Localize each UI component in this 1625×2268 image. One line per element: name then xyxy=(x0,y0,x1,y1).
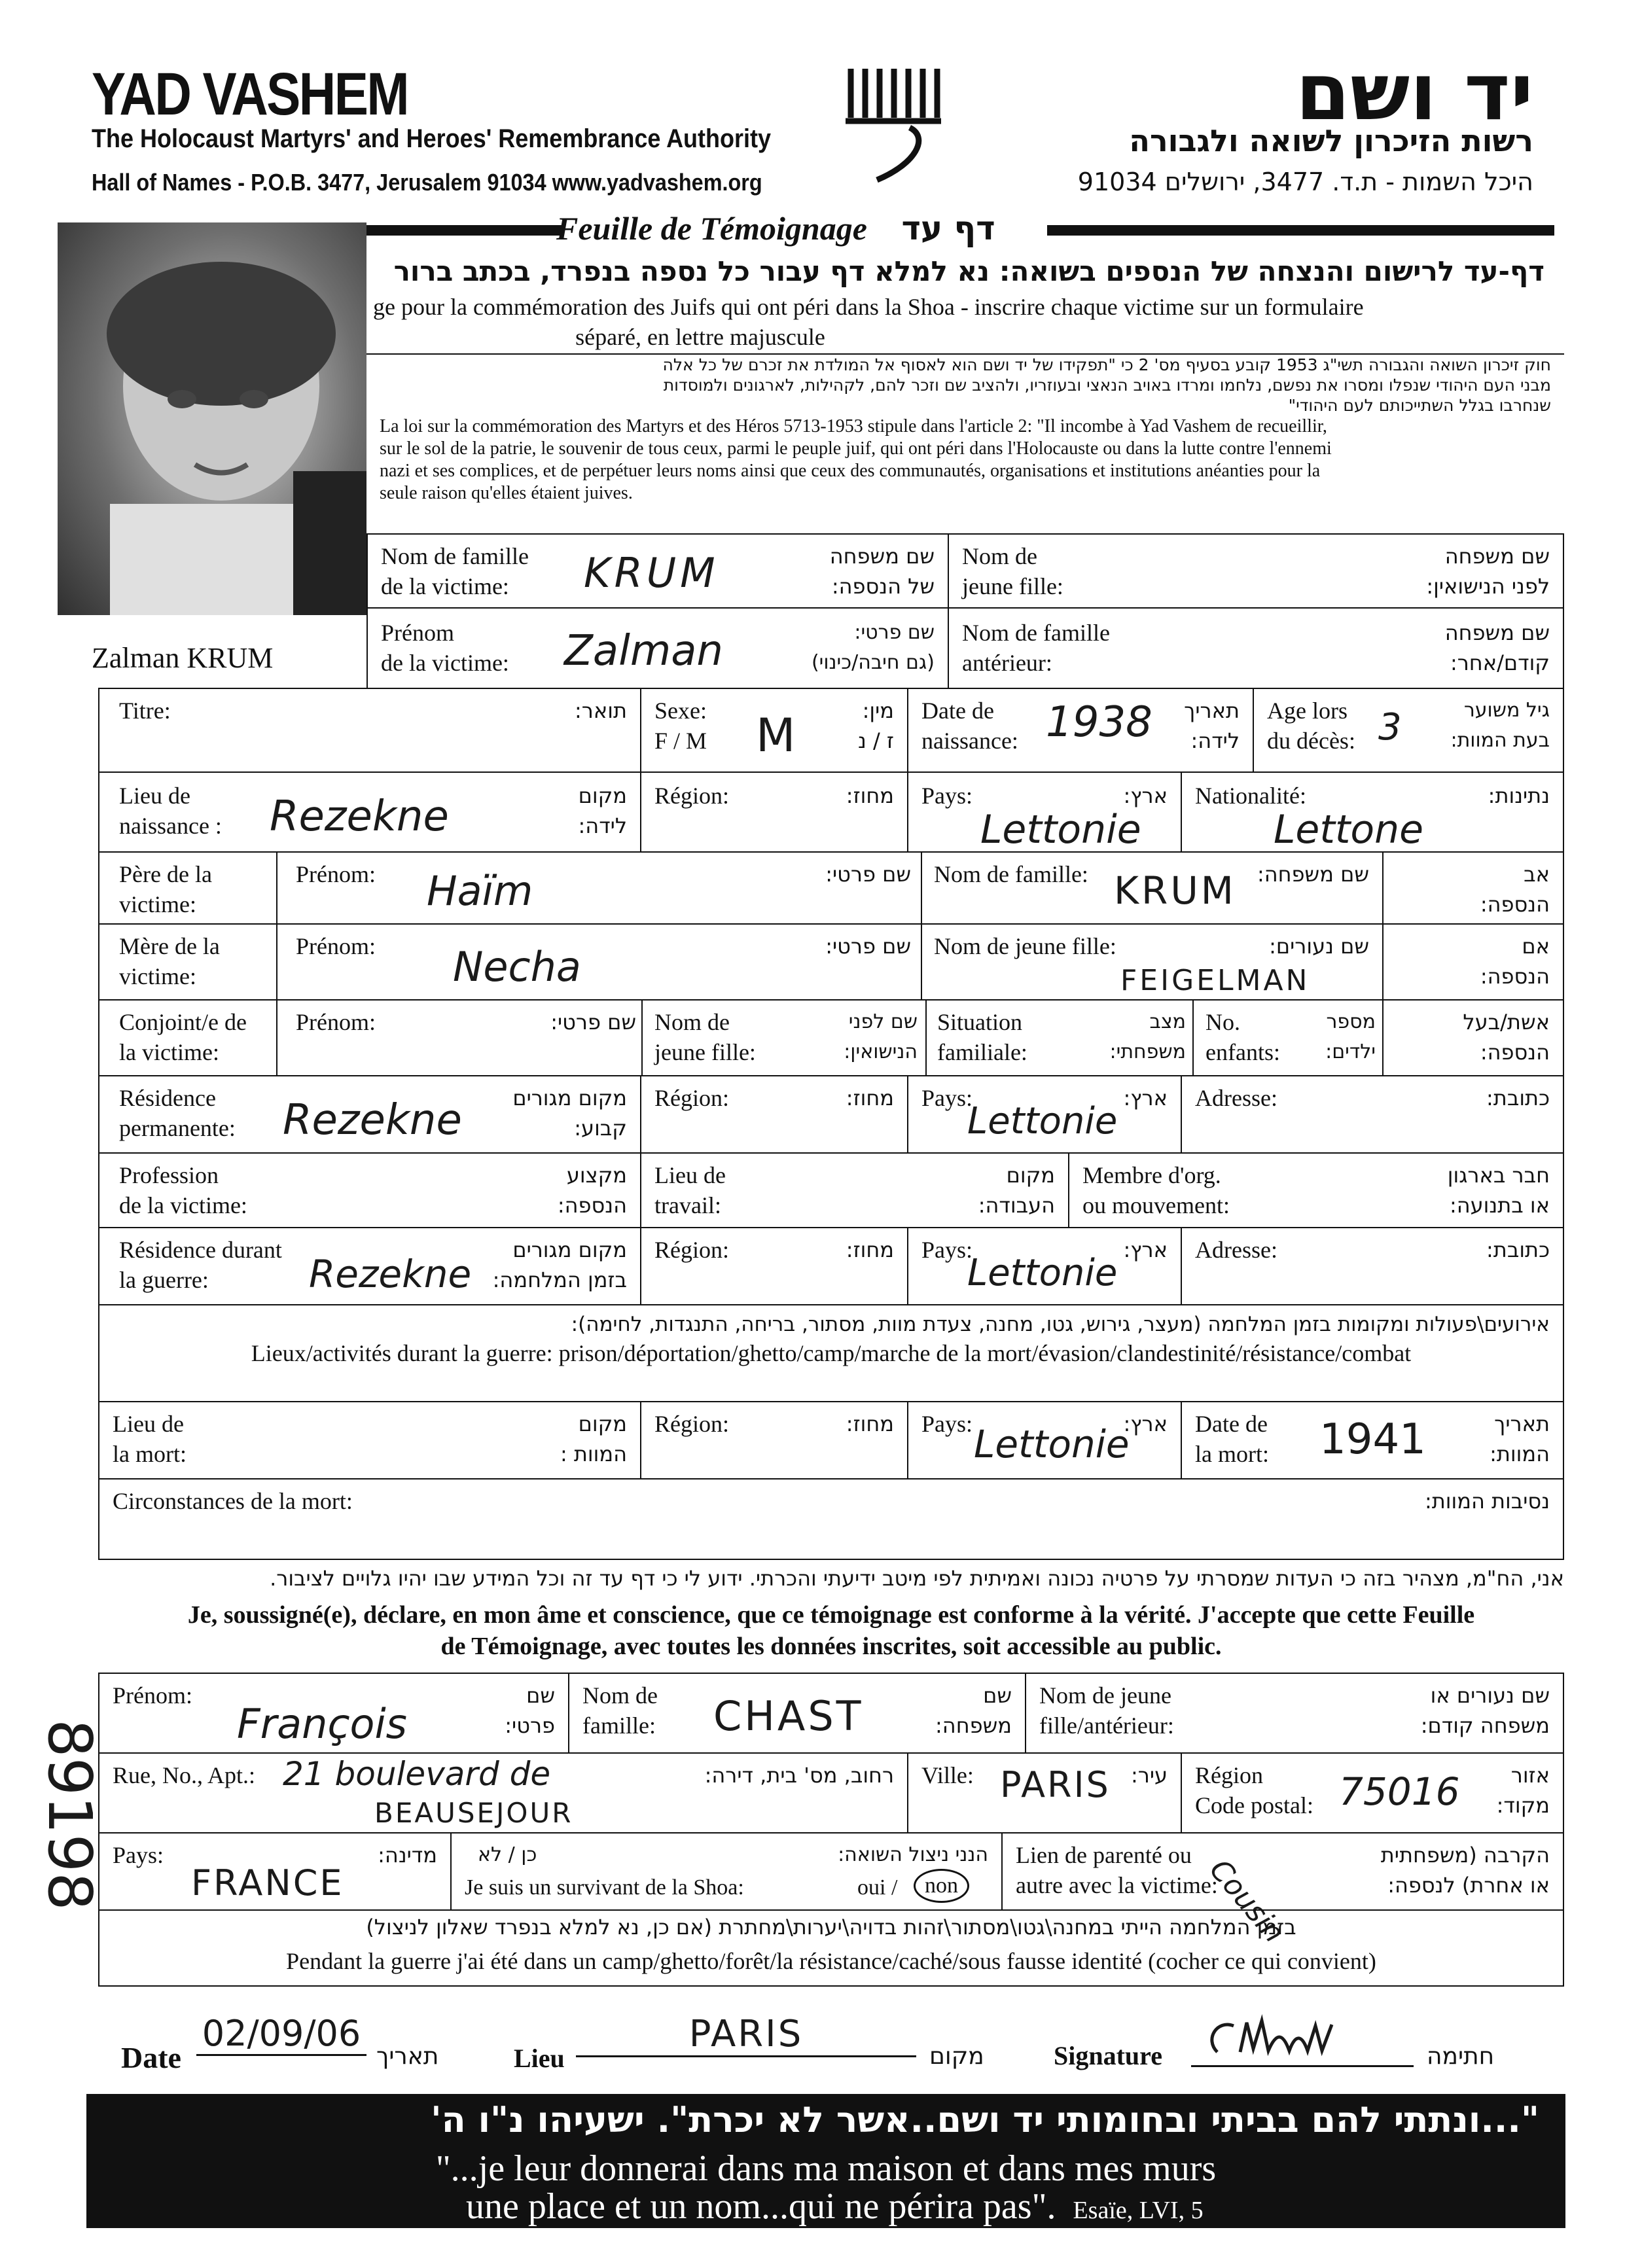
wartime-country-label-he: ארץ: xyxy=(1123,1237,1168,1262)
submitter-maiden-field[interactable] xyxy=(1025,1673,1564,1754)
victim-firstname-field[interactable] xyxy=(366,607,949,689)
mother-firstname-label-he: שם פרטי: xyxy=(825,934,911,959)
father-surname-label: Nom de famille: xyxy=(934,861,1088,887)
birth-country-label: Pays: xyxy=(921,783,973,809)
victim-firstname-label: Prénom de la victime: xyxy=(381,620,509,676)
victim-surname-value: KRUM xyxy=(584,549,719,597)
submitter-country-field[interactable] xyxy=(98,1832,452,1911)
mother-label: Mère de la victime: xyxy=(119,933,220,989)
form-title-fr: Feuille de Témoignage xyxy=(556,210,867,247)
org-name-he: יד ושם xyxy=(1295,47,1533,138)
victim-photo xyxy=(58,222,366,615)
declaration-fr-2: de Témoignage, avec toutes les données inscrites, soit accessible au public. xyxy=(440,1633,1222,1660)
death-date-label: Date de la mort: xyxy=(1195,1411,1269,1467)
form-title-he: דף עד xyxy=(901,209,995,247)
birth-date-label: Date de naissance: xyxy=(921,698,1018,754)
death-circumstances-label: Circonstances de la mort: xyxy=(113,1488,353,1514)
victim-firstname-label-he: שם פרטי: (גם חיבה/כינוי) xyxy=(811,621,935,674)
declaration-he: אני, הח"מ, מצהיר בזה כי העדות שמסרתי על פרטיה נכונה ואמיתית לפי מיטב ידיעתי והכרתי. ידוע לי כי דף עד זה וכל המידע שבו יהיו גלויים לציבור. xyxy=(270,1566,1564,1591)
wartime-residence-label: Résidence durant la guerre: xyxy=(119,1237,282,1293)
residence-country-label: Pays: xyxy=(921,1085,973,1111)
submitter-firstname-label-he: שם פרטי: xyxy=(505,1683,555,1738)
residence-value: Rezekne xyxy=(283,1096,462,1144)
wartime-residence-value: Rezekne xyxy=(309,1252,472,1296)
mother-maiden-value[interactable]: FEIGELMAN xyxy=(1120,964,1310,997)
divider xyxy=(1382,1001,1384,1075)
spouse-label-he: אשת/בעל הנספה: xyxy=(1463,1010,1550,1065)
org-subtitle-en: The Holocaust Martyrs' and Heroes' Remembrance Authority xyxy=(92,124,772,153)
stamp-number: 89198 xyxy=(34,1719,105,1911)
marital-status-label-he: מצב משפחתי: xyxy=(1109,1010,1186,1063)
intro-he: דף-עד לרישום והנצחה של הנספים בשואה: נא למלא דף עבור כל נספה בנפרד, בכתב ברור xyxy=(393,255,1545,287)
footer-quote-he: "...ונתתי להם בביתי ובחומותי יד ושם..אשר לא יכרת". ישעיהו נ"ו ה' xyxy=(431,2099,1539,2140)
victim-surname-label: Nom de famille de la victime: xyxy=(381,543,529,599)
birthplace-label: Lieu de naissance : xyxy=(119,783,222,839)
submitter-street-field[interactable] xyxy=(98,1752,908,1834)
title-field[interactable] xyxy=(98,688,641,773)
profession-label-he: מקצוע הנספה: xyxy=(557,1163,627,1218)
father-surname-value[interactable]: KRUM xyxy=(1114,868,1236,913)
org-subtitle-he: רשות הזיכרון לשואה ולגבורה xyxy=(1129,123,1533,158)
footer-banner xyxy=(86,2094,1565,2228)
birthplace-field[interactable] xyxy=(98,771,641,853)
residence-label-he: מקום מגורים קבוע: xyxy=(512,1086,627,1141)
submitter-postal-label-he: אזור מקוד: xyxy=(1496,1763,1550,1818)
death-country-label: Pays: xyxy=(921,1411,973,1437)
submitter-surname-label: Nom de famille: xyxy=(582,1682,658,1739)
residence-country-label-he: ארץ: xyxy=(1123,1086,1168,1110)
age-at-death-label-he: גיל משוער בעת המוות: xyxy=(1450,699,1550,752)
submitter-street-label: Rue, No., Apt.: xyxy=(113,1762,256,1788)
form-title xyxy=(556,209,995,247)
wartime-status-label: Pendant la guerre j'ai été dans un camp/ghetto/forêt/la résistance/caché/sous fausse identité (cocher ce qui convient) xyxy=(286,1948,1376,1974)
sex-label: Sexe: F / M xyxy=(654,698,707,754)
wartime-region-label-he: מחוז: xyxy=(846,1237,894,1262)
mother-maiden-label: Nom de jeune fille: xyxy=(934,933,1116,959)
children-count-label-he: מספר ילדים: xyxy=(1325,1010,1376,1063)
sex-label-he: מין: ז / נ xyxy=(857,698,894,753)
divider xyxy=(276,1001,277,1075)
law-fr-3: nazi et ses complices, et de perpétuer leurs noms ainsi que ceux des communautés, organisations et institutions anéanties pour la xyxy=(380,461,1321,481)
profession-field[interactable] xyxy=(98,1152,641,1228)
organization-field[interactable] xyxy=(1068,1152,1564,1228)
relationship-label-he: הקרבה (משפחתית או אחרת) לנספה: xyxy=(1380,1843,1550,1898)
submitter-surname-label-he: שם משפחה: xyxy=(935,1683,1012,1738)
date-label: Date xyxy=(121,2041,181,2074)
photo-caption: Zalman KRUM xyxy=(92,642,274,674)
mother-row xyxy=(98,923,1564,1001)
birth-country-value: Lettonie xyxy=(980,807,1141,853)
divider xyxy=(276,853,277,923)
victim-maiden-name-label-he: שם משפחה לפני הנישואין: xyxy=(1426,544,1550,599)
spouse-maiden-label-he: שם לפני הנישואין: xyxy=(844,1010,918,1063)
sex-field[interactable] xyxy=(640,688,908,773)
death-date-field[interactable] xyxy=(1181,1401,1564,1480)
relationship-label: Lien de parenté ou autre avec la victime: xyxy=(1016,1842,1218,1898)
submitter-country-value: FRANCE xyxy=(191,1862,344,1904)
victim-previous-name-label: Nom de famille antérieur: xyxy=(962,620,1110,676)
declaration-fr-1: Je, soussigné(e), déclare, en mon âme et conscience, que ce témoignage est conforme à la vérité. J'accepte que cette Feuille xyxy=(187,1601,1475,1629)
nationality-label: Nationalité: xyxy=(1195,783,1306,809)
mother-firstname-value[interactable]: Necha xyxy=(453,943,581,991)
death-country-field[interactable] xyxy=(907,1401,1182,1480)
death-circumstances-field[interactable] xyxy=(98,1478,1564,1560)
survivor-options-he: כן / לא xyxy=(478,1843,537,1866)
law-he-2: מבני העם היהודי שנפלו ומסרו את נפשם, נלחמו ומרדו באויב הנאצי ובעוזריו, ולהציב שם וזכר להם, לקהילות, לארגונים ולמוסדות xyxy=(663,376,1551,395)
submitter-country-label-he: מדינה: xyxy=(378,1843,437,1868)
death-date-label-he: תאריך המוות: xyxy=(1490,1411,1550,1466)
residence-region-field[interactable] xyxy=(640,1075,908,1154)
org-name-en: YAD VASHEM xyxy=(92,61,408,128)
death-place-label: Lieu de la mort: xyxy=(113,1411,187,1467)
divider xyxy=(276,925,277,999)
survivor-label: Je suis un survivant de la Shoa: xyxy=(465,1875,744,1900)
relationship-value: Cousin xyxy=(1202,1853,1291,1949)
submitter-city-label: Ville: xyxy=(921,1762,974,1788)
death-region-label: Région: xyxy=(654,1411,729,1437)
submitter-maiden-label-he: שם נעורים או משפחה קודם: xyxy=(1420,1683,1550,1738)
submitter-country-label: Pays: xyxy=(113,1842,164,1868)
birth-country-label-he: ארץ: xyxy=(1123,783,1168,808)
wartime-residence-label-he: מקום מגורים בזמן המלחמה: xyxy=(492,1237,627,1292)
wartime-status-field[interactable] xyxy=(98,1909,1564,1987)
submitter-postal-label: Région Code postal: xyxy=(1195,1762,1313,1818)
submitter-surname-field[interactable] xyxy=(568,1673,1026,1754)
place-value[interactable]: PARIS xyxy=(576,2013,916,2057)
law-fr-2: sur le sol de la patrie, le souvenir de tous ceux, parmi le peuple juif, qui ont péri dans l'Holocauste ou dans la lutte contre l'ennemi xyxy=(380,438,1332,459)
divider xyxy=(641,1001,643,1075)
submitter-maiden-label: Nom de jeune fille/antérieur: xyxy=(1039,1682,1174,1739)
birth-region-label-he: מחוז: xyxy=(846,783,894,808)
submitter-street-label-he: רחוב, מס' בית, דירה: xyxy=(704,1763,894,1788)
footer-quote-fr-2: une place et un nom...qui ne périra pas". xyxy=(466,2186,1056,2227)
children-count-label[interactable]: No. enfants: xyxy=(1205,1009,1280,1065)
age-at-death-value: 3 xyxy=(1378,706,1402,749)
birth-country-field[interactable] xyxy=(907,771,1182,853)
submitter-city-field[interactable] xyxy=(907,1752,1182,1834)
child-portrait-image xyxy=(58,222,366,615)
residence-label: Résidence permanente: xyxy=(119,1085,236,1141)
organization-label: Membre d'org. ou mouvement: xyxy=(1082,1162,1230,1218)
signature-label: Signature xyxy=(1054,2041,1162,2070)
submitter-postal-field[interactable] xyxy=(1181,1752,1564,1834)
age-at-death-label: Age lors du décès: xyxy=(1267,698,1355,754)
victim-previous-name-label-he: שם משפחה קודם/אחר: xyxy=(1444,620,1550,675)
victim-surname-label-he: שם משפחה של הנספה: xyxy=(829,544,935,599)
residence-country-value: Lettonie xyxy=(967,1100,1118,1143)
law-he-1: חוק זיכרון השואה והגבורה תשי"ג 1953 קובע בסעיף מס' 2 כי "תפקידו של יד ושם הוא לאסוף אל המולדת את זכרם של כל אלה xyxy=(662,355,1551,374)
footer-reference: Esaïe, LVI, 5 xyxy=(1073,2197,1204,2224)
victim-maiden-name-field[interactable] xyxy=(948,533,1564,609)
spouse-label: Conjoint/e de la victime: xyxy=(119,1009,247,1065)
father-label-he: אב הנספה: xyxy=(1480,862,1550,917)
victim-surname-field[interactable] xyxy=(366,533,949,609)
mother-firstname-label: Prénom: xyxy=(296,933,376,959)
submitter-firstname-label: Prénom: xyxy=(113,1682,192,1709)
law-box xyxy=(366,353,1564,535)
nationality-label-he: נתינות: xyxy=(1488,783,1550,808)
death-circumstances-label-he: נסיבות המוות: xyxy=(1424,1489,1550,1514)
spouse-firstname-label[interactable]: Prénom: xyxy=(296,1009,376,1035)
father-firstname-label: Prénom: xyxy=(296,861,376,887)
title-label-he: תואר: xyxy=(575,698,627,723)
signature-label-he: חתימה xyxy=(1427,2043,1495,2070)
wartime-region-label: Région: xyxy=(654,1237,729,1263)
nationality-field[interactable] xyxy=(1181,771,1564,853)
father-firstname-label-he: שם פרטי: xyxy=(825,862,911,887)
wartime-events-label-he: אירועים\פעולות ומקומות בזמן המלחמה (מעצר, גירוש, גטו, מחנה, צעדת מוות, מסתור, בריחה, התנגדות, לחימה): xyxy=(571,1313,1550,1336)
signature-image xyxy=(1191,2013,1414,2065)
residence-field[interactable] xyxy=(98,1075,641,1154)
residence-address-label-he: כתובת: xyxy=(1486,1086,1550,1110)
wartime-events-label: Lieux/activités durant la guerre: prison/déportation/ghetto/camp/marche de la mort/évasion/clandestinité/résistance/combat xyxy=(251,1340,1412,1366)
wartime-address-field[interactable] xyxy=(1181,1227,1564,1305)
wartime-region-field[interactable] xyxy=(640,1227,908,1305)
place-label-he: מקום xyxy=(929,2043,984,2070)
spouse-maiden-label[interactable]: Nom de jeune fille: xyxy=(654,1009,756,1065)
divider xyxy=(1382,925,1384,999)
birth-date-field[interactable] xyxy=(907,688,1254,773)
death-region-label-he: מחוז: xyxy=(846,1411,894,1436)
spouse-firstname-label-he: שם פרטי: xyxy=(550,1010,636,1035)
death-date-value: 1941 xyxy=(1319,1415,1426,1464)
submitter-surname-value: CHAST xyxy=(713,1692,864,1740)
victim-maiden-name-label: Nom de jeune fille: xyxy=(962,543,1063,599)
divider xyxy=(925,1001,927,1075)
death-country-label-he: ארץ: xyxy=(1123,1411,1168,1436)
submitter-firstname-value: François xyxy=(237,1700,407,1748)
intro-fr-1: ge pour la commémoration des Juifs qui ont péri dans la Shoa - inscrire chaque victime sur un formulaire xyxy=(373,294,1364,320)
survivor-option-non[interactable]: non xyxy=(914,1869,969,1903)
birth-region-label: Région: xyxy=(654,783,729,809)
workplace-label-he: מקום העבודה: xyxy=(978,1163,1055,1218)
father-surname-label-he: שם משפחה: xyxy=(1257,862,1369,887)
nationality-value: Lettone xyxy=(1274,807,1424,853)
submitter-firstname-field[interactable] xyxy=(98,1673,569,1754)
divider xyxy=(1382,853,1384,923)
divider xyxy=(921,925,922,999)
survivor-field[interactable] xyxy=(450,1832,1003,1911)
residence-region-label-he: מחוז: xyxy=(846,1086,894,1110)
submitter-city-value: PARIS xyxy=(1000,1764,1111,1805)
submitter-street-value-2: BEAUSEJOUR xyxy=(374,1797,573,1829)
birthplace-label-he: מקום לידה: xyxy=(578,783,627,838)
spouse-row xyxy=(98,999,1564,1076)
birth-date-label-he: תאריך לידה: xyxy=(1184,698,1240,753)
wartime-address-label: Adresse: xyxy=(1195,1237,1277,1263)
submitter-postal-value: 75016 xyxy=(1339,1769,1460,1814)
mother-maiden-label-he: שם נעורים: xyxy=(1269,934,1369,959)
victim-firstname-value: Zalman xyxy=(564,627,723,675)
org-address-he: היכל השמות - ת.ד. 3477, ירושלים 91034 xyxy=(1077,168,1533,196)
residence-region-label: Région: xyxy=(654,1085,729,1111)
law-fr-1: La loi sur la commémoration des Martyrs et des Héros 5713-1953 stipule dans l'article 2: "Il incombe à Yad Vashem de recueillir, xyxy=(380,416,1327,436)
wartime-country-field[interactable] xyxy=(907,1227,1182,1305)
date-value[interactable]: 02/09/06 xyxy=(196,2013,366,2056)
intro-fr-2: séparé, en lettre majuscule xyxy=(575,324,825,350)
birthplace-value: Rezekne xyxy=(270,792,449,841)
wartime-country-label: Pays: xyxy=(921,1237,973,1263)
death-place-field[interactable] xyxy=(98,1401,641,1480)
workplace-label: Lieu de travail: xyxy=(654,1162,726,1218)
date-label-he: תאריך xyxy=(376,2043,439,2070)
footer-quote-fr-1: "...je leur donnerai dans ma maison et dans mes murs xyxy=(435,2148,1217,2189)
submitter-street-value-1: 21 boulevard de xyxy=(283,1755,551,1793)
law-fr-4: seule raison qu'elles étaient juives. xyxy=(380,483,633,503)
birth-date-value: 1938 xyxy=(1046,698,1152,747)
survivor-option-oui[interactable]: oui / xyxy=(857,1875,898,1900)
marital-status-label[interactable]: Situation familiale: xyxy=(937,1009,1027,1065)
death-country-value: Lettonie xyxy=(974,1422,1130,1466)
wartime-events-field[interactable] xyxy=(98,1304,1564,1402)
victim-previous-name-field[interactable] xyxy=(948,607,1564,689)
residence-address-label: Adresse: xyxy=(1195,1085,1277,1111)
wartime-country-value: Lettonie xyxy=(967,1252,1118,1294)
father-row xyxy=(98,851,1564,925)
workplace-field[interactable] xyxy=(640,1152,1069,1228)
title-bar-right xyxy=(1047,225,1554,236)
signature-line[interactable] xyxy=(1191,2013,1414,2067)
mother-label-he: אם הנספה: xyxy=(1480,934,1550,989)
age-at-death-field[interactable] xyxy=(1253,688,1564,773)
organization-label-he: חבר בארגון או בתנועה: xyxy=(1447,1163,1550,1218)
yad-vashem-logo xyxy=(838,59,949,190)
submitter-city-label-he: עיר: xyxy=(1130,1763,1168,1788)
divider xyxy=(1192,1001,1194,1075)
father-label: Père de la victime: xyxy=(119,861,212,917)
father-firstname-value[interactable]: Haïm xyxy=(427,867,533,915)
place-label: Lieu xyxy=(514,2044,565,2073)
wartime-status-label-he: בזמן המלחמה הייתי במחנה\גטו\מסתור\זהות בדויה\יערות\מחתרת (אם כן, נא למלא בנפרד שאלון לניצול) xyxy=(366,1915,1296,1940)
profession-label: Profession de la victime: xyxy=(119,1162,247,1218)
relationship-field[interactable] xyxy=(1001,1832,1564,1949)
survivor-label-he: הנני ניצול השואה: xyxy=(838,1843,988,1866)
sex-value: M xyxy=(756,709,796,762)
residence-address-field[interactable] xyxy=(1181,1075,1564,1154)
wartime-address-label-he: כתובת: xyxy=(1486,1237,1550,1262)
divider xyxy=(921,853,922,923)
birth-region-field[interactable] xyxy=(640,771,908,853)
death-region-field[interactable] xyxy=(640,1401,908,1480)
org-address-en: Hall of Names - P.O.B. 3477, Jerusalem 91034 www.yadvashem.org xyxy=(92,169,762,196)
law-he-3: שנחרבו בגלל השתייכותם לעם היהודי" xyxy=(1288,396,1551,415)
wartime-residence-field[interactable] xyxy=(98,1227,641,1305)
title-bar-left xyxy=(366,225,563,236)
residence-country-field[interactable] xyxy=(907,1075,1182,1154)
death-place-label-he: מקום המוות : xyxy=(560,1411,627,1466)
title-label: Titre: xyxy=(119,698,171,724)
